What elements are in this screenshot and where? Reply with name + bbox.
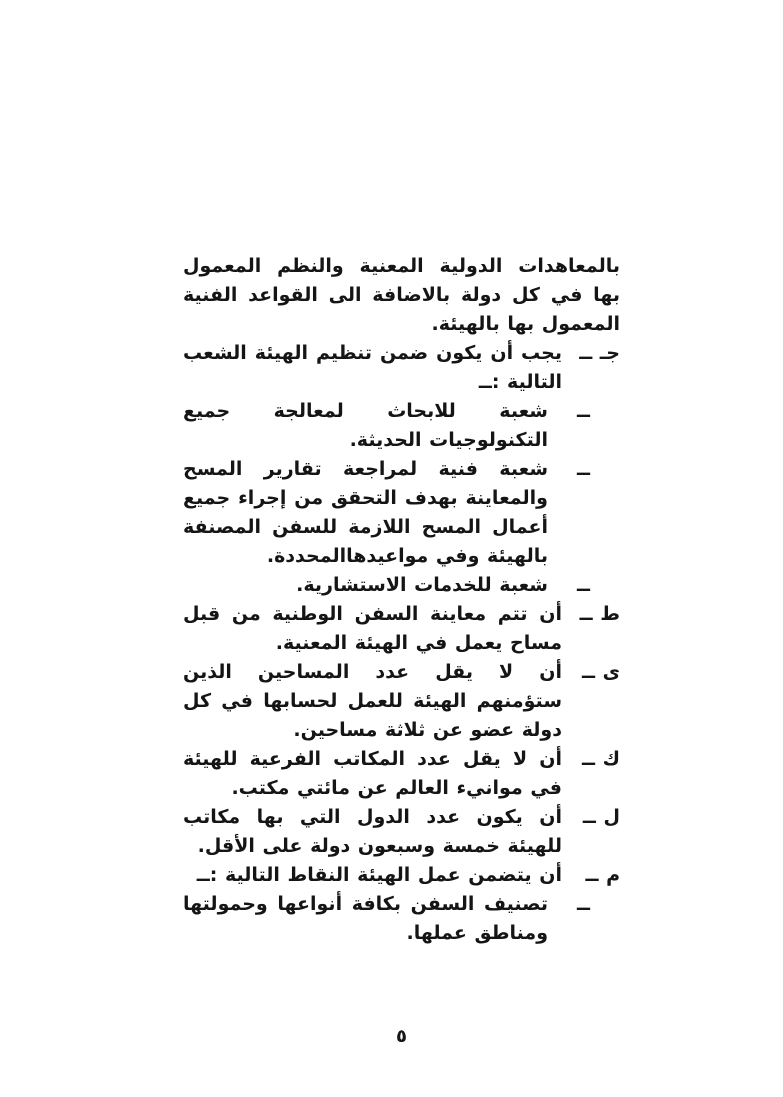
item-label: ل ــ bbox=[582, 806, 620, 828]
list-item-jeem bbox=[183, 339, 620, 397]
dash-bullet: ــ bbox=[577, 458, 590, 480]
item-text: يجب أن يكون ضمن تنظيم الهيئة الشعب التالية :ــ bbox=[183, 342, 562, 393]
list-item-tah bbox=[183, 600, 620, 658]
dash-bullet: ــ bbox=[577, 400, 590, 422]
list-item-ya bbox=[183, 658, 620, 745]
sub-item-text: شعبة للخدمات الاستشارية. bbox=[296, 574, 548, 596]
item-text: أن يكون عدد الدول التي بها مكاتب للهيئة خمسة وسبعون دولة على الأقل. bbox=[183, 806, 562, 857]
page-number: ٥ bbox=[396, 1026, 407, 1047]
dash-bullet: ــ bbox=[577, 574, 590, 596]
dash-bullet: ــ bbox=[577, 893, 590, 915]
sub-item-text: شعبة فنية لمراجعة تقارير المسح والمعاينة بهدف التحقق من إجراء جميع أعمال المسح اللازمة للسفن المصنفة بالهيئة وفي مواعيدهاالمحددة. bbox=[183, 458, 548, 567]
item-label: ى ــ bbox=[581, 661, 620, 683]
list-item-meem bbox=[183, 861, 620, 890]
sub-item-text: تصنيف السفن بكافة أنواعها وحمولتها ومناطق عملها. bbox=[183, 893, 548, 944]
item-label: جـ ــ bbox=[579, 342, 620, 364]
list-item-lam bbox=[183, 803, 620, 861]
sub-item-technical-division bbox=[183, 455, 620, 571]
item-text: أن تتم معاينة السفن الوطنية من قبل مساح يعمل في الهيئة المعنية. bbox=[183, 603, 562, 654]
sub-item-classification bbox=[183, 890, 620, 948]
main-text-block bbox=[183, 252, 620, 948]
item-label: ك ــ bbox=[581, 748, 620, 770]
sub-item-text: شعبة للابحاث لمعالجة جميع التكنولوجيات الحديثة. bbox=[183, 400, 548, 451]
item-text: أن يتضمن عمل الهيئة النقاط التالية :ــ bbox=[196, 864, 562, 886]
list-item-kaf bbox=[183, 745, 620, 803]
intro-paragraph: بالمعاهدات الدولية المعنية والنظم المعمول بها في كل دولة بالاضافة الى القواعد الفنية المعمول بها بالهيئة. bbox=[183, 255, 620, 335]
sub-item-consulting-division bbox=[183, 571, 620, 600]
item-label: م ــ bbox=[585, 864, 620, 886]
item-label: ط ــ bbox=[579, 603, 620, 625]
sub-item-research-division bbox=[183, 397, 620, 455]
item-text: أن لا يقل عدد المكاتب الفرعية للهيئة في موانيء العالم عن مائتي مكتب. bbox=[183, 748, 562, 799]
item-text: أن لا يقل عدد المساحين الذين ستؤمنهم الهيئة للعمل لحسابها في كل دولة عضو عن ثلاثة مساحين. bbox=[183, 661, 562, 741]
